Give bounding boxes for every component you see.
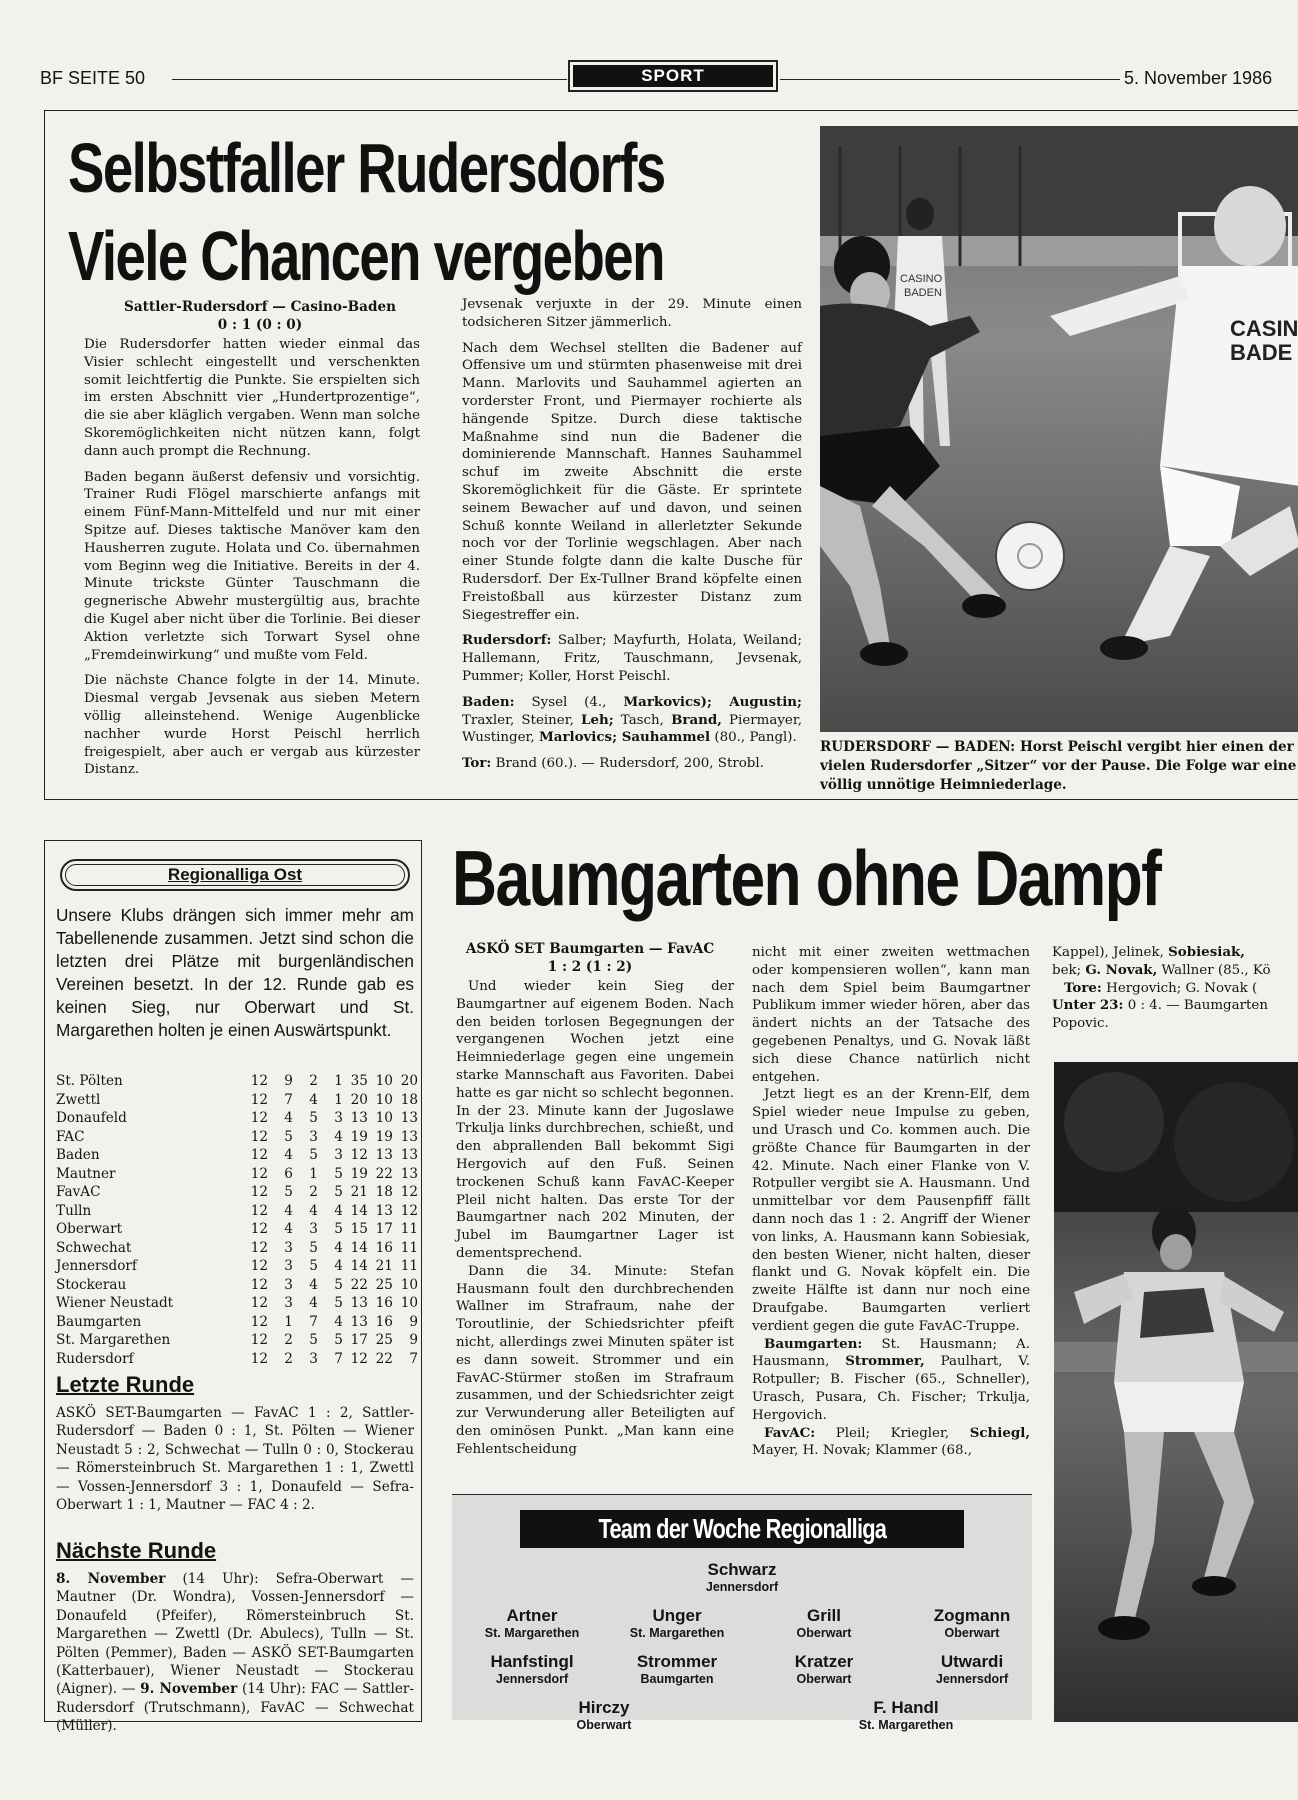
next-round-heading: Nächste Runde — [56, 1538, 217, 1563]
article1-photo — [820, 126, 1298, 732]
standings-s: 3 — [284, 1258, 293, 1274]
standings-u: 2 — [309, 1073, 318, 1089]
article1-lineup-rudersdorf — [462, 632, 802, 685]
standings-n: 3 — [334, 1110, 343, 1126]
standings-s: 5 — [284, 1128, 293, 1145]
player-club: Jennersdorf — [495, 1672, 569, 1686]
player-name: Hanfstingl — [490, 1652, 574, 1671]
league-intro: Unsere Klubs drängen sich immer mehr am Tabellenende zusammen. Jetzt sind schon die letzten drei Plätze mit burgenländischen Vereinen besetzt. In der 12. Runde gab es keinen Sieg, nur Oberwart und St. Margarethen holten je einen Auswärtspunkt. — [56, 905, 414, 1040]
article1-score: 0 : 1 (0 : 0) — [217, 317, 303, 333]
player-name: Zogmann — [933, 1606, 1011, 1625]
section-label: SPORT — [573, 65, 773, 87]
next-round-fixtures — [56, 1570, 414, 1736]
standings-tm: 13 — [375, 1202, 393, 1219]
article2-match-info — [450, 940, 730, 976]
player-club: Oberwart — [576, 1718, 632, 1732]
lineup-text-bold: Leh; — [581, 711, 614, 728]
standings-team: Stockerau — [56, 1276, 127, 1293]
league-title-frame — [60, 859, 410, 891]
standings-body — [56, 1072, 418, 1368]
player-club: Jennersdorf — [935, 1672, 1009, 1686]
standings-pkt: 11 — [400, 1239, 418, 1256]
col3-text: bek; — [1052, 962, 1082, 978]
standings-sp: 12 — [250, 1332, 268, 1348]
standings-n: 1 — [334, 1091, 343, 1108]
standings-team: Rudersdorf — [56, 1350, 134, 1367]
standings-row — [56, 1072, 418, 1091]
standings-u: 3 — [309, 1350, 318, 1367]
standings-n: 4 — [334, 1128, 343, 1145]
standings-n: 4 — [334, 1313, 343, 1330]
standings-row — [56, 1294, 418, 1313]
standings-s: 5 — [284, 1184, 293, 1200]
col3-text: 0 : 4. — Baumgarten — [1127, 998, 1268, 1014]
standings-s: 3 — [284, 1239, 293, 1256]
standings-sp: 12 — [250, 1091, 268, 1108]
league-title: Regionalliga Ost — [65, 864, 405, 886]
lineup-text: Salber; Mayfurth, Holata, Weiland; Hallemann, Fritz, Tauschmann, Jevsenak, Pummer; Koller, Horst Peischl. — [462, 633, 802, 684]
col3-line — [1052, 980, 1298, 998]
article2-paragraph: Jetzt liegt es an der Krenn-Elf, dem Spiel wieder neue Impulse zu geben, und Urasch und Co. kommen auch. Die größte Chance für Baumgarten in der 42. Minute. Nach einer Flanke von V. Rotpuller vergibt sie A. Hausmann. Und unmittelbar vor dem Pausenpfiff fällt dann noch das 1 : 2. Angriff der Wiener von links, A. Hausmann kann Sobiesiak, den besten Wiener, nicht halten, dieser flankt und G. Novak köpfelt ein. Die zweite Hälfte ist dann nur noch eine Draufgabe. Baumgarten verliert verdient gegen die gute FavAC-Truppe. — [752, 1087, 1030, 1334]
standings-sp: 12 — [250, 1165, 268, 1182]
standings-s: 2 — [284, 1332, 293, 1348]
standings-sp: 12 — [250, 1147, 268, 1163]
player-name: Strommer — [636, 1652, 718, 1671]
standings-pkt: 13 — [400, 1128, 418, 1145]
shirt-text: CASINO — [900, 273, 943, 285]
standings-n: 4 — [334, 1202, 343, 1219]
article1-match: Sattler-Rudersdorf — Casino-Baden — [124, 299, 396, 315]
standings-tm: 25 — [375, 1332, 393, 1348]
standings-pkt: 11 — [400, 1258, 418, 1274]
lineup-text-bold: Strommer, — [845, 1353, 925, 1370]
standings-u: 1 — [309, 1165, 318, 1182]
standings-tm: 22 — [375, 1165, 393, 1182]
page-date: 5. November 1986 — [1124, 68, 1273, 88]
article2-paragraph: nicht mit einer zweiten wettmachen oder kompensieren wollen“, kann man nach dem Spiel beim Baumgartner Publikum immer wieder hören, aber das ändert nichts an der Tatsache des gegebenen Penaltys, und G. Novak läßt sich diese Chance natürlich nicht entgehen. — [752, 945, 1030, 1085]
article1-headline — [68, 124, 770, 300]
standings-row — [56, 1350, 418, 1369]
lineup-text: St. Hausmann; A. Hausmann, — [752, 1336, 1030, 1370]
standings-tp: 14 — [350, 1202, 368, 1219]
standings-pkt: 20 — [400, 1073, 418, 1089]
standings-u: 4 — [309, 1276, 318, 1293]
lineup-text: Paulhart, V. Rotpuller; B. Fischer (65., Schneller), Urasch, Pusara, Ch. Fischer; Trkulja, Hergovich. — [752, 1354, 1030, 1423]
standings-team: Schwechat — [56, 1239, 132, 1256]
standings-sp: 12 — [250, 1350, 268, 1367]
article2-column2 — [752, 944, 1030, 1460]
standings-tp: 14 — [350, 1239, 368, 1256]
standings-pkt: 10 — [400, 1276, 418, 1293]
last-round-heading: Letzte Runde — [56, 1372, 195, 1397]
team-player — [452, 1606, 612, 1641]
lineup-text: Tasch, — [620, 712, 664, 728]
standings-sp: 12 — [250, 1313, 268, 1330]
player-name: Utwardi — [940, 1652, 1004, 1671]
standings-pkt: 10 — [400, 1295, 418, 1311]
article2-lineup-favac — [752, 1425, 1030, 1461]
standings-u: 5 — [309, 1147, 318, 1163]
standings-tp: 17 — [350, 1332, 368, 1348]
standings-sp: 12 — [250, 1276, 268, 1293]
standings-n: 5 — [334, 1332, 343, 1348]
standings-row — [56, 1331, 418, 1350]
standings-u: 5 — [309, 1239, 318, 1256]
article1-column2 — [462, 296, 802, 781]
shirt-text: CASIN — [1230, 316, 1298, 341]
standings-row — [56, 1091, 418, 1110]
lineup-text-bold: Brand, — [671, 711, 722, 728]
standings-team: Donaufeld — [56, 1110, 127, 1126]
standings-row — [56, 1276, 418, 1295]
standings-pkt: 12 — [400, 1202, 418, 1219]
team-player — [597, 1606, 757, 1641]
next-round-text: (14 Uhr): FAC — Sattler-Rudersdorf (Trutschmann), FavAC — Schwechat (Müller). — [56, 1681, 414, 1735]
standings-team: St. Pölten — [56, 1073, 123, 1089]
article2-paragraph: Und wieder kein Sieg der Baumgartner auf eigenem Boden. Nach den beiden torlosen Begegnungen der vergangenen Wochen jetzt eine Heimniederlage gegen eine ungemein starke Mannschaft aus Favoriten. Dabei hatte es gar nicht so schlecht begonnen. In der 23. Minute kann der Jugoslawe Trkulja links durchbrechen, schießt, und den abprallenden Ball bekommt Sigi Hergovich auf den Fuß. Seinen trockenen Schuß kann FavAC-Keeper Pleil nicht halten. Das erste Tor der Baumgartner nach 202 Minuten, der Jubel im Baumgartner Lager ist dementsprechend. — [456, 979, 734, 1261]
standings-s: 2 — [284, 1350, 293, 1367]
standings-pkt: 13 — [400, 1165, 418, 1182]
col3-text-bold: G. Novak, — [1085, 961, 1158, 978]
standings-table — [56, 1072, 418, 1368]
standings-u: 4 — [309, 1202, 318, 1219]
standings-s: 4 — [284, 1110, 293, 1126]
standings-tm: 10 — [375, 1073, 393, 1089]
lineup-label: Baden: — [462, 693, 515, 710]
shirt-text: BADE — [1230, 340, 1293, 365]
standings-tm: 16 — [375, 1295, 393, 1311]
article1-paragraph: Baden begann äußerst defensiv und vorsichtig. Trainer Rudi Flögel marschierte anfangs mit einem Fünf-Mann-Mittelfeld und nur mit einer Spitze auf. Dieses taktische Manöver kam den Hausherren zugute. Holata und Co. übernahmen vom Beginn weg die Initiative. Bereits in der 4. Minute trickste Günter Tauschmann die gegnerische Abwehr mustergültig aus, brachte die Kugel aber nicht über die Torlinie. Bei dieser Aktion verletzte sich Torwart Sysel ohne „Fremdeinwirkung“ und mußte vom Feld. — [84, 469, 420, 663]
standings-team: Zwettl — [56, 1091, 101, 1108]
standings-u: 7 — [309, 1313, 318, 1330]
standings-n: 5 — [334, 1276, 343, 1293]
article2-match: ASKÖ SET Baumgarten — FavAC — [465, 941, 715, 957]
standings-sp: 12 — [250, 1295, 268, 1311]
football-photo-illustration — [1054, 1062, 1298, 1722]
standings-s: 4 — [284, 1147, 293, 1163]
player-club: Jennersdorf — [705, 1580, 779, 1594]
standings-n: 7 — [334, 1350, 343, 1367]
article1-headline-line1: Selbstfaller Rudersdorfs — [68, 129, 665, 207]
next-round-date: 8. November — [56, 1571, 166, 1587]
article2-column1 — [456, 978, 734, 1459]
standings-tp: 12 — [350, 1147, 368, 1163]
standings-team: FavAC — [56, 1184, 101, 1200]
article2-headline: Baumgarten ohne Dampf — [452, 834, 1161, 922]
article1-headline-line2: Viele Chancen vergeben — [68, 217, 664, 295]
col3-text-bold: Sobiesiak, — [1168, 944, 1245, 960]
standings-tp: 19 — [350, 1165, 368, 1182]
standings-tp: 35 — [350, 1073, 368, 1089]
standings-pkt: 11 — [400, 1221, 418, 1237]
standings-team: Mautner — [56, 1165, 116, 1182]
header-rule-right — [780, 79, 1120, 80]
standings-pkt: 9 — [409, 1332, 418, 1348]
player-club: Oberwart — [796, 1626, 852, 1640]
next-round-date: 9. November — [140, 1681, 238, 1698]
lineup-text: Traxler, Steiner, — [462, 712, 574, 728]
standings-n: 4 — [334, 1239, 343, 1256]
standings-pkt: 9 — [409, 1313, 418, 1330]
team-player — [524, 1698, 684, 1733]
last-round-results: ASKÖ SET-Baumgarten — FavAC 1 : 2, Sattler-Rudersdorf — Baden 0 : 1, St. Pölten — Wiener Neustadt 5 : 2, Schwechat — Tulln 0 : 0, Stockerau — Römersteinbruch St. Margarethen 1 : 1, Zwettl — Vossen-Jennersdorf 3 : 1, Donaufeld — Sefra-Oberwart 1 : 1, Mautner — FAC 4 : 2. — [56, 1405, 414, 1514]
player-name: Schwarz — [707, 1560, 777, 1579]
team-player — [597, 1652, 757, 1687]
team-player — [662, 1560, 822, 1595]
team-player — [826, 1698, 986, 1733]
standings-n: 4 — [334, 1258, 343, 1274]
team-player — [892, 1652, 1052, 1687]
standings-tm: 13 — [375, 1147, 393, 1163]
page-header-left: BF SEITE 50 — [40, 68, 146, 88]
standings-row — [56, 1220, 418, 1239]
goals-text: Brand (60.). — Rudersdorf, 200, Strobl. — [495, 756, 764, 772]
standings-row — [56, 1202, 418, 1221]
standings-s: 4 — [284, 1202, 293, 1219]
lineup-text-bold: Marlovics; Sauhammel — [538, 729, 711, 746]
standings-pkt: 13 — [400, 1147, 418, 1163]
standings-tm: 21 — [375, 1258, 393, 1274]
standings-pkt: 7 — [409, 1350, 418, 1367]
article1-paragraph: Die Rudersdorfer hatten wieder einmal das Visier schlecht eingestellt und verschenkten somit leichtfertig die Punkte. Sie erspielten sich im ersten Abschnitt vier „Hundertprozentige“, die sie aber kläglich vergaben. Wenn man solche Skoremöglichkeiten nicht nützen kann, folgt dann auch prompt die Rechnung. — [84, 337, 420, 459]
article1-paragraph: Nach dem Wechsel stellten die Badener auf Offensive um und stürmten phasenweise mit drei Mann. Marlovits und Sauhammel agierten an vorderster Front, und Piermayer rochierte als hängende Spitze. Durch diese taktische Maßnahme sind nun die Badener die dominierende Mannschaft. Hannes Sauhammel schuf im zweite Abschnitt die erste Skoremöglichkeit für die Gäste. Er sprintete seinem Bewacher auf und davon, und seinen Schuß konnte Weiland in allerletzter Sekunde noch vor der Torlinie wegschlagen. Aber nach einer Stunde folgte dann die kalte Dusche für Rudersdorf. Der Ex-Tullner Brand köpfelte einen Freistoßball aus kürzester Distanz zum Siegestreffer ein. — [462, 340, 802, 623]
football-photo-illustration — [820, 126, 1298, 732]
standings-s: 3 — [284, 1295, 293, 1311]
standings-row — [56, 1313, 418, 1332]
standings-tp: 20 — [350, 1091, 368, 1108]
article2-column3 — [1052, 944, 1298, 1033]
team-player — [892, 1606, 1052, 1641]
standings-team: Tulln — [56, 1202, 92, 1219]
standings-row — [56, 1239, 418, 1258]
standings-s: 7 — [284, 1091, 293, 1108]
lineup-text: (80., Pangl). — [714, 730, 797, 746]
standings-pkt: 13 — [400, 1110, 418, 1126]
standings-tp: 22 — [350, 1276, 368, 1293]
standings-sp: 12 — [250, 1110, 268, 1126]
team-player — [744, 1652, 904, 1687]
caption-line — [820, 738, 1298, 757]
standings-sp: 12 — [250, 1128, 268, 1145]
shirt-text: BADEN — [904, 287, 942, 299]
team-of-week-title-text: Team der Woche Regionalliga — [598, 1513, 886, 1544]
standings-row — [56, 1146, 418, 1165]
standings-tm: 25 — [375, 1276, 393, 1293]
player-club: Baumgarten — [640, 1672, 714, 1686]
standings-n: 5 — [334, 1295, 343, 1311]
standings-n: 5 — [334, 1184, 343, 1200]
standings-s: 6 — [284, 1165, 293, 1182]
article1-goals — [462, 755, 802, 773]
standings-tp: 13 — [350, 1295, 368, 1311]
player-club: Oberwart — [796, 1672, 852, 1686]
lineup-text-bold: Markovics); Augustin; — [623, 693, 802, 710]
standings-tp: 21 — [350, 1184, 368, 1200]
standings-s: 4 — [284, 1221, 293, 1237]
article1-paragraph: Die nächste Chance folgte in der 14. Minute. Diesmal vergab Jevsenak aus sieben Metern völlig alleinstehend. Wenige Augenblicke nachher wurde Horst Peischl herrlich freigespielt, aber auch er vergab aus kürzester Distanz. — [84, 673, 420, 778]
article1-paragraph: Jevsenak verjuxte in der 29. Minute einen todsicheren Sitzer jämmerlich. — [462, 297, 802, 330]
lineup-text: Pleil; Kriegler, — [835, 1425, 950, 1441]
standings-u: 4 — [309, 1091, 318, 1108]
standings-team: Baden — [56, 1147, 100, 1163]
standings-team: St. Margarethen — [56, 1332, 171, 1348]
standings-n: 1 — [334, 1073, 343, 1089]
player-name: Unger — [652, 1606, 702, 1625]
standings-tp: 12 — [350, 1350, 368, 1367]
standings-n: 5 — [334, 1221, 343, 1237]
standings-tp: 13 — [350, 1313, 368, 1330]
team-player — [452, 1652, 612, 1687]
team-of-week-title — [520, 1510, 964, 1548]
lineup-label: FavAC: — [764, 1424, 816, 1441]
caption-text: Horst Peischl vergibt hier einen der — [1019, 739, 1294, 755]
next-round-text: (14 Uhr): Sefra-Oberwart — Mautner (Dr. Wondra), Vossen-Jennersdorf — Donaufeld (Pfeifer), Römersteinbruch St. Margarethen — Zwettl (Dr. Abulecs), Tulln — St. Pölten (Pemmer), Baden — ASKÖ SET-Baumgarten (Katterbauer), Wiener Neustadt — Stockerau (Aigner). — — [56, 1571, 415, 1698]
player-name: Kratzer — [794, 1652, 854, 1671]
standings-u: 5 — [309, 1332, 318, 1348]
player-name: F. Handl — [873, 1698, 939, 1717]
standings-sp: 12 — [250, 1184, 268, 1200]
player-name: Artner — [506, 1606, 558, 1625]
standings-s: 3 — [284, 1276, 293, 1293]
standings-u: 5 — [309, 1110, 318, 1126]
standings-row — [56, 1128, 418, 1147]
standings-tm: 16 — [375, 1313, 393, 1330]
standings-u: 3 — [309, 1221, 318, 1237]
lineup-label: Rudersdorf: — [462, 632, 552, 649]
standings-tm: 17 — [375, 1221, 393, 1237]
col3-line: Popovic. — [1052, 1016, 1109, 1032]
standings-u: 3 — [309, 1128, 318, 1145]
col3-text: Wallner (85., Kö — [1161, 962, 1271, 978]
player-club: St. Margarethen — [858, 1718, 954, 1732]
section-badge — [568, 60, 778, 92]
standings-s: 9 — [284, 1073, 293, 1089]
article1-lineup-baden — [462, 694, 802, 747]
col3-line — [1052, 944, 1298, 962]
lineup-text-bold: Schiegl, — [969, 1424, 1030, 1441]
lineup-label: Baumgarten: — [764, 1335, 863, 1352]
standings-u: 5 — [309, 1258, 318, 1274]
standings-row — [56, 1165, 418, 1184]
standings-sp: 12 — [250, 1202, 268, 1219]
lineup-text: Mayer, H. Novak; Klammer (68., — [752, 1443, 973, 1459]
standings-team: Oberwart — [56, 1221, 123, 1237]
standings-sp: 12 — [250, 1239, 268, 1256]
goals-label: Tor: — [462, 755, 492, 772]
standings-tp: 19 — [350, 1128, 368, 1145]
col3-label: Tore: — [1064, 979, 1102, 996]
header-rule-left — [172, 79, 567, 80]
standings-sp: 12 — [250, 1073, 268, 1089]
standings-row — [56, 1257, 418, 1276]
standings-team: Jennersdorf — [56, 1258, 137, 1274]
col3-text: Kappel), Jelinek, — [1052, 945, 1164, 960]
standings-tp: 14 — [350, 1258, 368, 1274]
player-club: Oberwart — [944, 1626, 1000, 1640]
article2-lineup-baumgarten — [752, 1336, 1030, 1425]
col3-text: Hergovich; G. Novak ( — [1106, 980, 1258, 996]
standings-sp: 12 — [250, 1258, 268, 1274]
standings-team: Baumgarten — [56, 1313, 142, 1330]
col3-line — [1052, 997, 1298, 1015]
player-club: St. Margarethen — [629, 1626, 725, 1640]
article1-column1 — [84, 336, 420, 787]
player-club: St. Margarethen — [484, 1626, 580, 1640]
article1-photo-caption — [820, 738, 1298, 795]
standings-tm: 19 — [375, 1128, 393, 1145]
standings-row — [56, 1183, 418, 1202]
standings-pkt: 12 — [400, 1184, 418, 1200]
standings-u: 4 — [309, 1295, 318, 1311]
standings-n: 5 — [334, 1165, 343, 1182]
article2-photo — [1054, 1062, 1298, 1722]
standings-team: FAC — [56, 1128, 85, 1145]
standings-s: 1 — [284, 1313, 293, 1330]
col3-line — [1052, 962, 1298, 980]
caption-line: vielen Rudersdorfer „Sitzer“ vor der Pause. Die Folge war eine — [820, 758, 1297, 774]
caption-lead: RUDERSDORF — BADEN: — [820, 739, 1016, 755]
standings-tm: 18 — [375, 1184, 393, 1200]
article1-match-info — [100, 298, 420, 334]
lineup-text: Sysel (4., — [531, 694, 607, 710]
article2-score: 1 : 2 (1 : 2) — [547, 959, 633, 975]
standings-row — [56, 1109, 418, 1128]
standings-sp: 12 — [250, 1221, 268, 1237]
standings-tm: 16 — [375, 1239, 393, 1256]
standings-tp: 13 — [350, 1110, 368, 1126]
standings-tp: 15 — [350, 1221, 368, 1237]
standings-tm: 10 — [375, 1091, 393, 1108]
player-name: Hirczy — [578, 1698, 630, 1717]
standings-n: 3 — [334, 1147, 343, 1163]
standings-team: Wiener Neustadt — [56, 1295, 174, 1311]
standings-tm: 10 — [375, 1110, 393, 1126]
col3-label: Unter 23: — [1052, 997, 1124, 1014]
article2-paragraph: Dann die 34. Minute: Stefan Hausmann foult den durchbrechenden Wallner im Strafraum, nahe der Toroutlinie, der Schiedsrichter pfeift nicht, allerdings zwei Minuten später ist es dann soweit. Strommer und ein FavAC-Stürmer stoßen im Strafraum zusammen, und der Schiedsrichter zeigt zur Verwunderung aller Beteiligten auf den ominösen Punkt. „Man kann eine Fehlentscheidung — [456, 1263, 734, 1457]
standings-tm: 22 — [375, 1350, 393, 1367]
standings-u: 2 — [309, 1184, 318, 1200]
team-player — [744, 1606, 904, 1641]
caption-line: völlig unnötige Heimniederlage. — [820, 777, 1067, 793]
player-name: Grill — [806, 1606, 841, 1625]
standings-pkt: 18 — [400, 1091, 418, 1108]
lineup-text: Piermayer, Wustinger, — [462, 712, 803, 746]
